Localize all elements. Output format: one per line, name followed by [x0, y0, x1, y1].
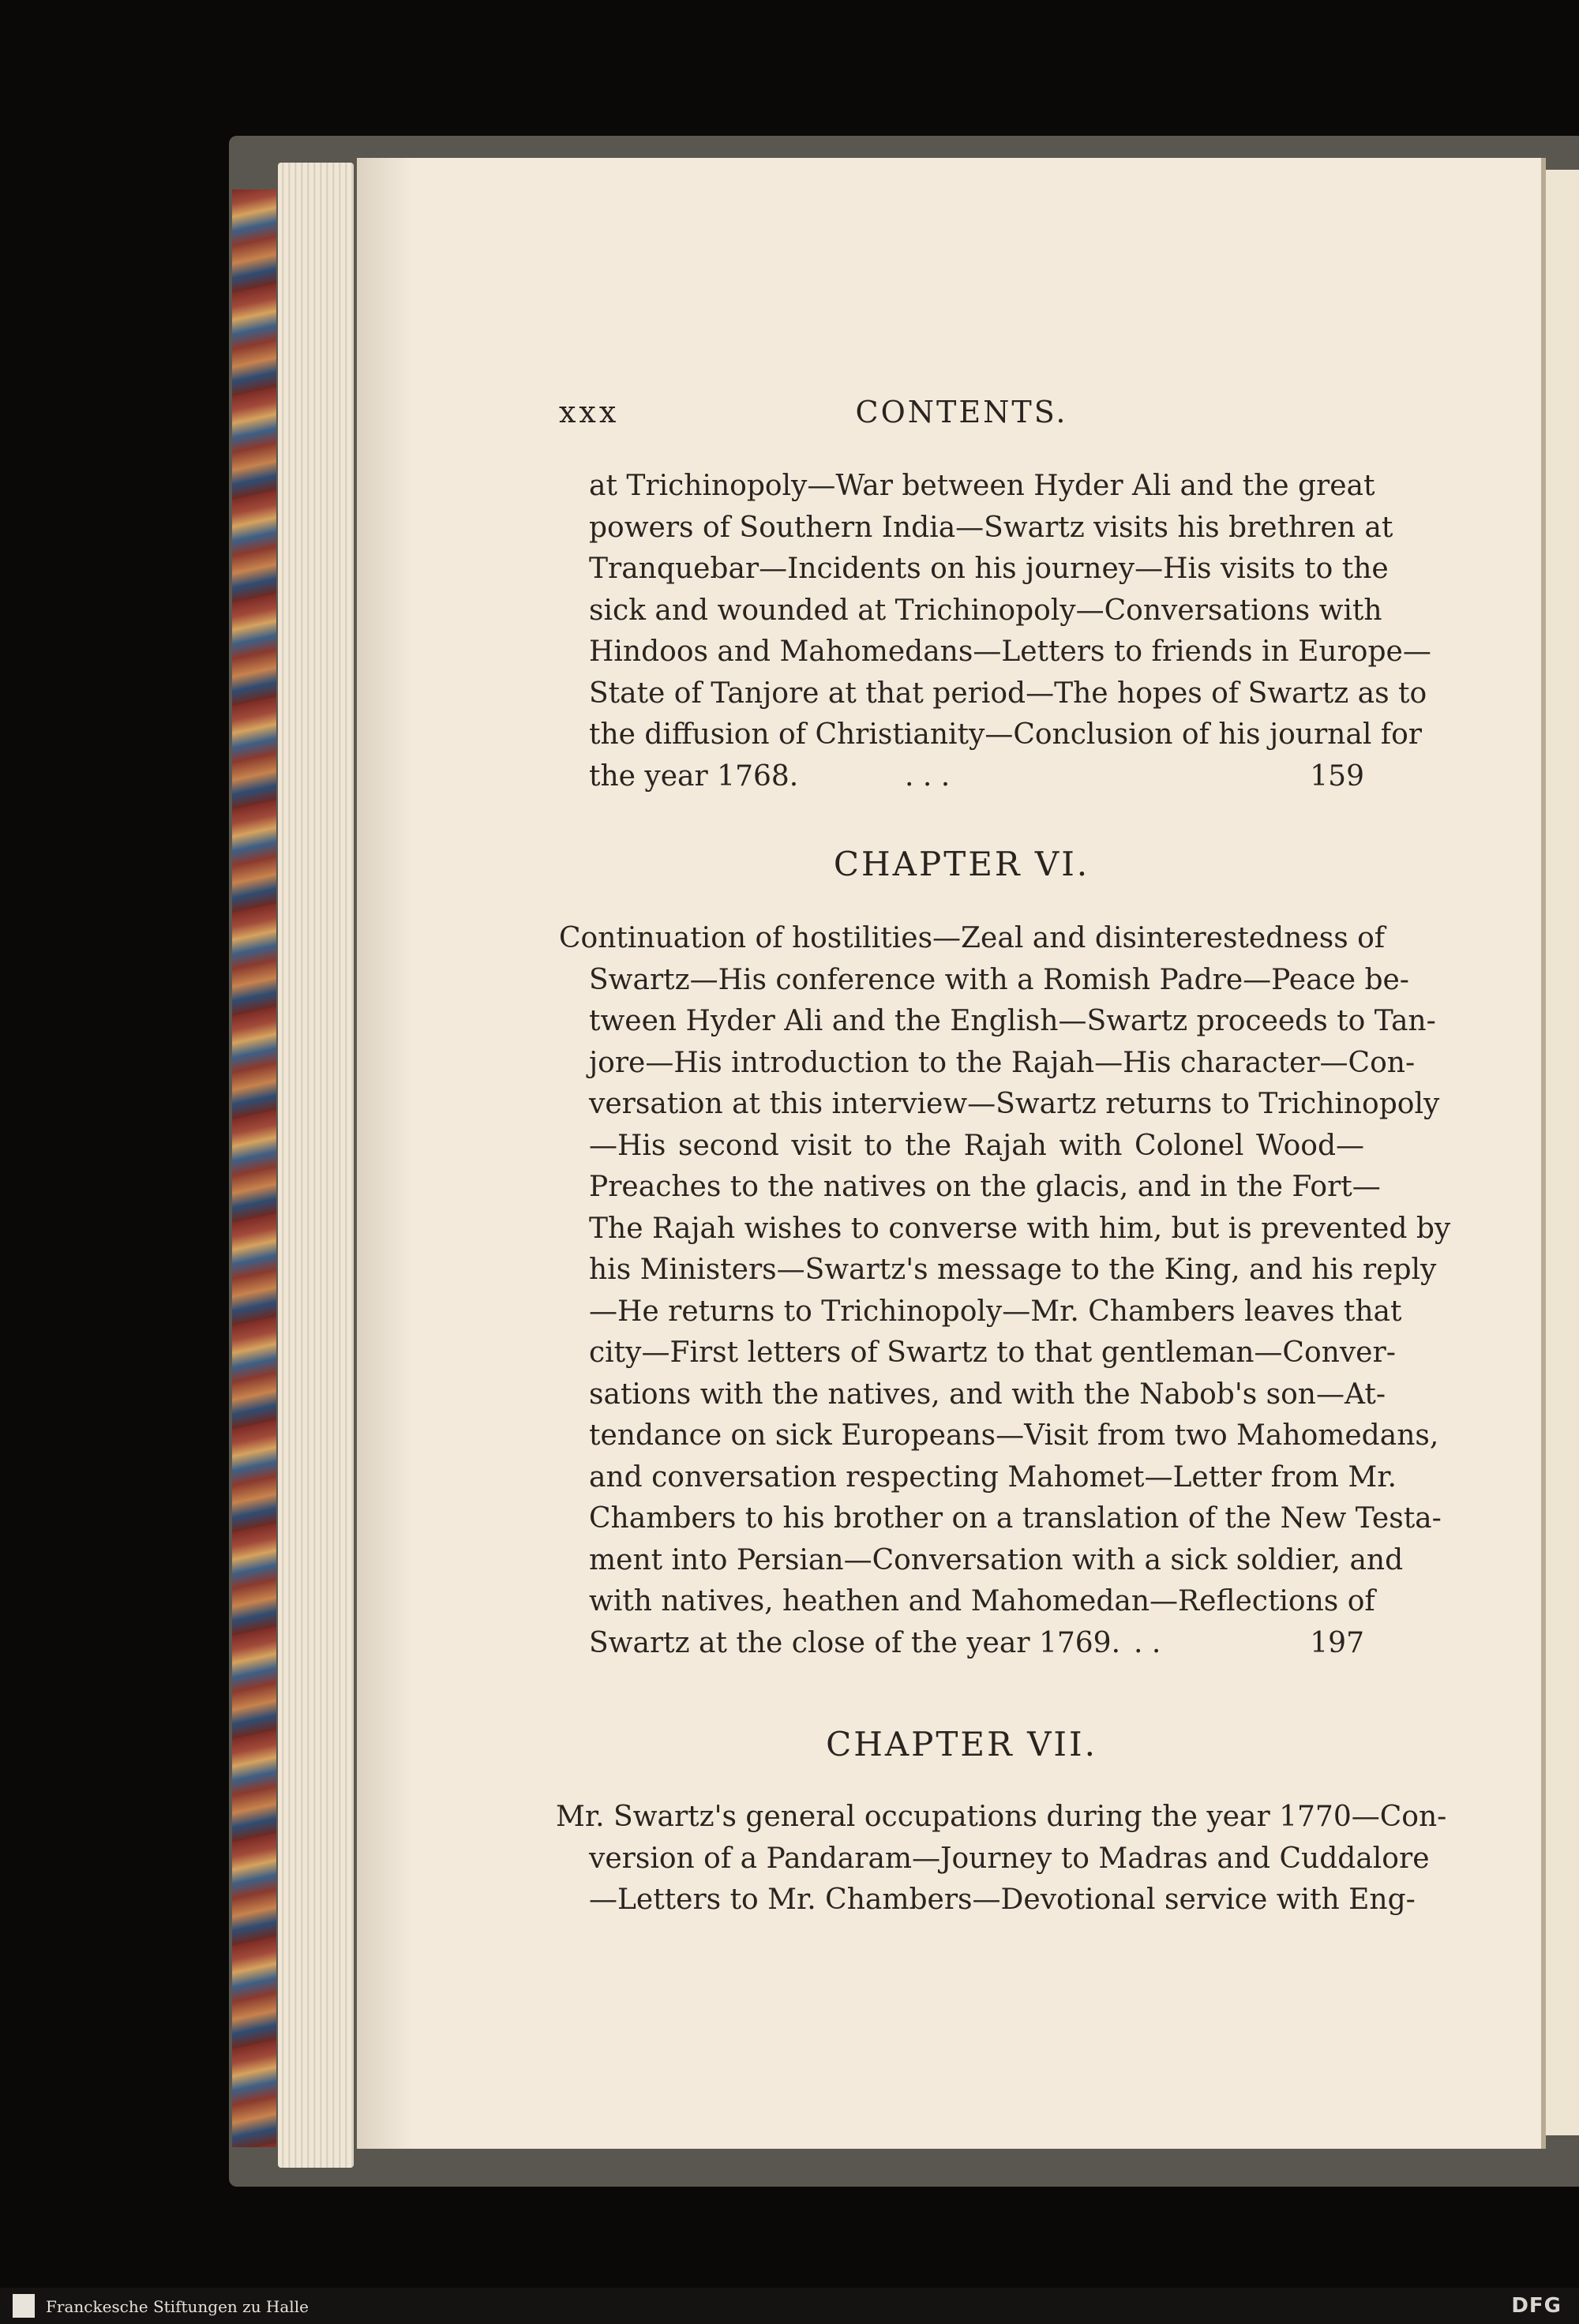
- marbled-endpaper: [232, 189, 276, 2147]
- text-line: Preaches to the natives on the glacis, and in the Fort—: [589, 1171, 1381, 1203]
- running-title: CONTENTS.: [855, 395, 1068, 429]
- text-line: —He returns to Trichinopoly—Mr. Chambers leaves that: [589, 1295, 1402, 1328]
- chapter-heading-vi: CHAPTER VI.: [833, 845, 1090, 883]
- page-reference: 159: [1310, 759, 1364, 793]
- final-line-text: the year 1768.: [589, 759, 799, 793]
- text-line: with natives, heathen and Mahomedan—Reflections of: [589, 1585, 1375, 1617]
- text-line: State of Tanjore at that period—The hopes of Swartz as to: [589, 677, 1427, 710]
- dot-leaders: . . .: [905, 759, 951, 793]
- text-line: Tranquebar—Incidents on his journey—His visits to the: [589, 553, 1389, 585]
- text-line: —Letters to Mr. Chambers—Devotional service with Eng-: [589, 1884, 1416, 1916]
- facing-page-edge: [1546, 170, 1579, 2135]
- text-line: version of a Pandaram—Journey to Madras and Cuddalore: [589, 1842, 1430, 1875]
- text-line: and conversation respecting Mahomet—Letter from Mr.: [589, 1460, 1397, 1494]
- text-line: versation at this interview—Swartz returns to Trichinopoly: [589, 1088, 1440, 1120]
- contents-entry-chapter-vi: [559, 918, 1451, 1664]
- viewer-footer: [0, 2288, 1579, 2324]
- text-line: jore—His introduction to the Rajah—His character—Con-: [589, 1046, 1416, 1079]
- final-line-text: Swartz at the close of the year 1769.: [589, 1626, 1121, 1659]
- institution-credit: Franckesche Stiftungen zu Halle: [46, 2297, 309, 2316]
- text-line: Mr. Swartz's general occupations during the year 1770—Con-: [556, 1801, 1447, 1833]
- page-edges: [278, 163, 354, 2168]
- text-line: Hindoos and Mahomedans—Letters to friends in Europe—: [589, 635, 1431, 668]
- contents-entry-chapter-v: [589, 466, 1431, 797]
- text-line: sick and wounded at Trichinopoly—Conversations with: [589, 594, 1382, 627]
- page-reference: 197: [1310, 1626, 1364, 1659]
- text-line: powers of Southern India—Swartz visits his brethren at: [589, 511, 1393, 544]
- page-fold: [1541, 158, 1546, 2149]
- gutter-shadow: [357, 158, 412, 2149]
- text-line: tendance on sick Europeans—Visit from two Mahomedans,: [589, 1419, 1439, 1452]
- text-line: his Ministers—Swartz's message to the King, and his reply: [589, 1254, 1437, 1286]
- page-header: [559, 395, 1364, 442]
- text-line: Chambers to his brother on a translation of the New Testa-: [589, 1502, 1442, 1535]
- text-line: The Rajah wishes to converse with him, but is prevented by: [589, 1212, 1451, 1245]
- final-line: [589, 1623, 1364, 1665]
- text-line: Continuation of hostilities—Zeal and disinterestedness of: [559, 922, 1386, 954]
- text-line: —His second visit to the Rajah with Colonel Wood—: [589, 1129, 1364, 1162]
- funder-logo: DFG: [1511, 2294, 1562, 2318]
- chapter-heading-vii: CHAPTER VII.: [826, 1725, 1097, 1764]
- text-line: the diffusion of Christianity—Conclusion of his journal for: [589, 718, 1422, 751]
- text-line: ment into Persian—Conversation with a sick soldier, and: [589, 1543, 1404, 1576]
- page-number: xxx: [559, 395, 620, 429]
- institution-logo-icon: [13, 2294, 35, 2318]
- contents-entry-chapter-vii: [556, 1797, 1447, 1921]
- text-line: tween Hyder Ali and the English—Swartz proceeds to Tan-: [589, 1005, 1436, 1037]
- text-line: city—First letters of Swartz to that gentleman—Conver-: [589, 1336, 1396, 1369]
- dot-leaders: . .: [1134, 1626, 1161, 1659]
- final-line: [589, 756, 1364, 798]
- text-line: at Trichinopoly—War between Hyder Ali and the great: [589, 470, 1375, 502]
- text-line: sations with the natives, and with the Nabob's son—At-: [589, 1378, 1386, 1411]
- text-line: Swartz—His conference with a Romish Padre—Peace be-: [589, 963, 1409, 996]
